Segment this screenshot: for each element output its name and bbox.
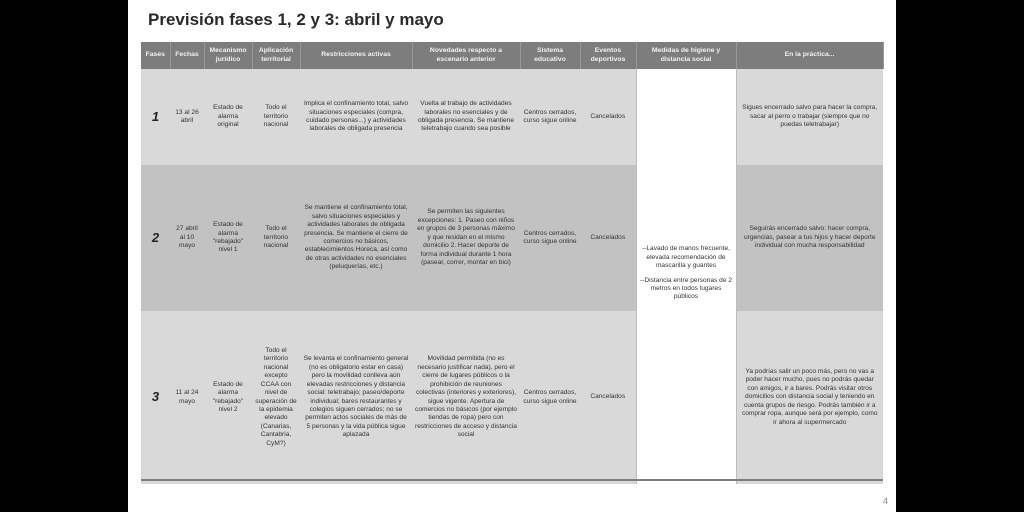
header-fechas: Fechas <box>170 42 204 69</box>
header-educativo: Sistema educativo <box>520 42 580 69</box>
mecanismo-cell: Estado de alarma "rebajado" nivel 2 <box>204 311 252 484</box>
aplicacion-cell: Todo el territorio nacional <box>252 69 300 165</box>
higiene-item-1: --Lavado de manos frecuente, elevada recomendación de mascarilla y guantes <box>642 245 730 270</box>
restricciones-cell: Se levanta el confinamiento general (no es obligatorio estar en casa) pero la movilidad conlleva aún elevadas restricciones y distancia social: teletrabajo; paseo/deporte individual; bares restaurantes y colegios siguen cerrados; no se permiten actos sociales de más de 5 personas y la vida pública sigue aplazada <box>300 311 412 484</box>
practica-cell: Ya podrías salir un poco más, pero no vas a poder hacer mucho, pues no podrás quedar con amigos, ir a bares. Podrás visitar otros domicilios con distancia social y teniendo en cuenta grupos de riesgo. Podrás también ir a comprar ropa, aunque será por ejemplo, como ir ahora al supermercado <box>736 311 883 484</box>
practica-cell: Seguirás encerrado salvo: hacer compra, urgencias, pasear a tus hijos y hacer deporte individual con mucha responsabilidad <box>736 165 883 311</box>
novedades-cell: Se permiten las siguientes excepciones: 1. Paseo con niños en grupos de 3 personas máximo y que residan en el mismo domicilio 2. Hacer deporte de forma individual durante 1 hora (pasear, correr, montar en bici) <box>412 165 520 311</box>
higiene-cell <box>636 69 736 484</box>
header-deportivos: Eventos deportivos <box>580 42 636 69</box>
deportivos-cell: Cancelados <box>580 165 636 311</box>
mecanismo-cell: Estado de alarma original <box>204 69 252 165</box>
header-fases: Fases <box>141 42 170 69</box>
fase-cell: 3 <box>141 311 170 484</box>
higiene-item-2: --Distancia entre personas de 2 metros en todos lugares públicos <box>640 276 732 301</box>
educativo-cell: Centros cerrados, curso sigue online <box>520 69 580 165</box>
practica-cell: Sigues encerrado salvo para hacer la compra, sacar al perro o trabajar (siempre que no puedas teletrabajar) <box>736 69 883 165</box>
header-higiene: Medidas de higiene y distancia social <box>636 42 736 69</box>
slide-title: Previsión fases 1, 2 y 3: abril y mayo <box>148 10 444 29</box>
restricciones-cell: Implica el confinamiento total, salvo situaciones especiales (compra, cuidado personas...) y actividades laborales de obligada presencia <box>300 69 412 165</box>
bottom-rule <box>141 479 883 481</box>
header-practica: En la práctica... <box>736 42 883 69</box>
mecanismo-cell: Estado de alarma "rebajado" nivel 1 <box>204 165 252 311</box>
header-mecanismo: Mecanismo jurídico <box>204 42 252 69</box>
slide <box>128 0 896 512</box>
header-restricciones: Restricciones activas <box>300 42 412 69</box>
aplicacion-cell: Todo el territorio nacional excepto CCAA con nivel de superación de la epidemia elevado (Canarias, Cantabria, CyM?) <box>252 311 300 484</box>
fechas-cell: 27 abril al 10 mayo <box>170 165 204 311</box>
aplicacion-cell: Todo el territorio nacional <box>252 165 300 311</box>
restricciones-cell: Se mantiene el confinamiento total, salvo situaciones especiales y actividades laborales de obligada presencia. Se mantiene el cierre de comercios no básicos, establecimientos Horeca, así como de otras actividades no esenciales (peluquerías, etc.) <box>300 165 412 311</box>
header-row <box>141 42 883 69</box>
table-row <box>141 165 883 311</box>
fechas-cell: 11 al 24 mayo <box>170 311 204 484</box>
fechas-cell: 13 al 26 abril <box>170 69 204 165</box>
page-number: 4 <box>882 496 888 506</box>
phases-table <box>141 42 884 484</box>
fase-cell: 2 <box>141 165 170 311</box>
table-row <box>141 311 883 484</box>
educativo-cell: Centros cerrados, curso sigue online <box>520 311 580 484</box>
novedades-cell: Movilidad permitida (no es necesario justificar nada), pero el cierre de lugares públicos o la prohibición de reuniones colectivas (interiores y exteriores), sigue vigente. Apertura de comercios no básicos (por ejemplo tiendas de ropa) pero con restricciones de acceso y distancia social <box>412 311 520 484</box>
table-row <box>141 69 883 165</box>
header-aplicacion: Aplicación territorial <box>252 42 300 69</box>
educativo-cell: Centros cerrados, curso sigue online <box>520 165 580 311</box>
deportivos-cell: Cancelados <box>580 311 636 484</box>
fase-cell: 1 <box>141 69 170 165</box>
novedades-cell: Vuelta al trabajo de actividades laborales no esenciales y de obligada presencia. Se mantiene teletrabajo cuando sea posible <box>412 69 520 165</box>
deportivos-cell: Cancelados <box>580 69 636 165</box>
header-novedades: Novedades respecto a escenario anterior <box>412 42 520 69</box>
